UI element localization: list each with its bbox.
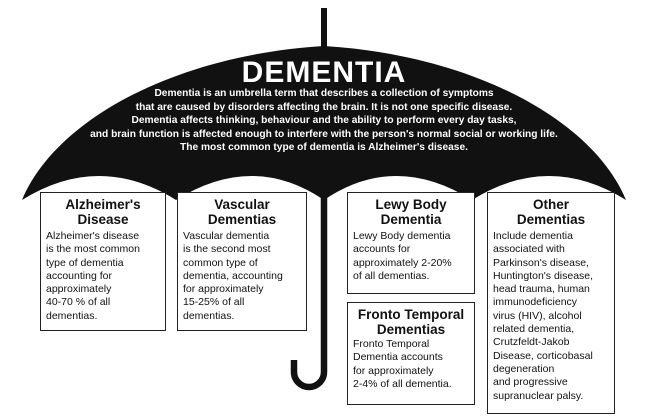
box-body-line: Alzheimer's disease bbox=[46, 230, 140, 242]
box-body-line: of all dementias. bbox=[353, 269, 430, 282]
box-body-line: Crutzfeldt-Jakob bbox=[493, 336, 570, 349]
box-title-line: Dementias bbox=[207, 212, 277, 227]
box-title-line: Alzheimer's bbox=[65, 197, 141, 212]
page-title: DEMENTIA bbox=[241, 56, 407, 89]
box-title-line: Disease bbox=[77, 212, 129, 227]
lewy-body-title bbox=[348, 197, 474, 227]
box-body-line: accounting for bbox=[46, 269, 112, 282]
box-body-line: Vascular dementia bbox=[183, 230, 270, 242]
box-body-line: accounts for bbox=[353, 243, 411, 256]
box-body-line: approximately bbox=[46, 283, 112, 296]
box-body-line: dementias. bbox=[183, 309, 235, 322]
box-body-line: for approximately bbox=[183, 283, 264, 296]
box-body-line: Huntington's disease, bbox=[493, 269, 594, 282]
other-dementias-box bbox=[487, 192, 615, 414]
box-title-line: Dementias bbox=[376, 322, 446, 337]
vascular-body bbox=[178, 230, 306, 323]
box-title-line: Lewy Body bbox=[375, 197, 447, 212]
fronto-temporal-body bbox=[348, 338, 474, 391]
umbrella-tip bbox=[321, 8, 327, 48]
intro-line: Dementia is an umbrella term that describes a collection of symptoms bbox=[154, 88, 494, 99]
alzheimers-title bbox=[41, 197, 165, 227]
box-body-line: Lewy Body dementia bbox=[353, 230, 451, 242]
intro-line: Dementia affects thinking, behaviour and the ability to perform every day tasks, bbox=[131, 115, 517, 127]
alzheimers-box bbox=[40, 192, 166, 331]
box-body-line: Fronto Temporal bbox=[353, 338, 430, 350]
lewy-body-body bbox=[348, 230, 474, 283]
other-dementias-body bbox=[488, 230, 614, 403]
box-body-line: dementias. bbox=[46, 309, 98, 322]
box-body-line: approximately 2-20% bbox=[353, 256, 452, 269]
box-body-line: for approximately bbox=[353, 364, 434, 377]
box-body-line: degeneration bbox=[493, 362, 555, 375]
box-body-line: head trauma, human bbox=[493, 283, 590, 296]
box-body-line: Parkinson's disease, bbox=[493, 256, 589, 269]
box-title-line: Fronto Temporal bbox=[357, 307, 465, 322]
box-body-line: Dementia accounts bbox=[353, 351, 443, 364]
box-title-line: Other bbox=[532, 197, 569, 212]
box-title-line: Dementias bbox=[516, 212, 586, 227]
box-body-line: supranuclear palsy. bbox=[493, 389, 584, 402]
fronto-temporal-title bbox=[348, 307, 474, 337]
intro-line: and brain function is affected enough to interfere with the person's normal social or working life. bbox=[90, 128, 558, 140]
box-title-line: Vascular bbox=[214, 197, 270, 212]
vascular-box bbox=[177, 192, 307, 331]
other-dementias-title bbox=[488, 197, 614, 227]
box-body-line: is the most common bbox=[46, 243, 140, 256]
box-body-line: virus (HIV), alcohol bbox=[493, 309, 582, 322]
box-body-line: type of dementia bbox=[46, 256, 124, 269]
intro-text bbox=[60, 87, 588, 155]
box-body-line: common type of bbox=[183, 256, 258, 269]
box-body-line: Include dementia bbox=[493, 230, 573, 242]
fronto-temporal-box bbox=[347, 302, 475, 405]
box-body-line: 2-4% of all dementia. bbox=[353, 377, 452, 390]
box-body-line: is the second most bbox=[183, 243, 271, 256]
intro-line: that are caused by disorders affecting the brain. It is not one specific disease. bbox=[135, 101, 513, 113]
lewy-body-box bbox=[347, 192, 475, 294]
box-body-line: 40-70 % of all bbox=[46, 296, 111, 309]
box-title-line: Dementia bbox=[380, 212, 442, 227]
box-body-line: 15-25% of all bbox=[183, 296, 245, 309]
vascular-title bbox=[178, 197, 306, 227]
box-body-line: dementia, accounting bbox=[183, 269, 283, 282]
box-body-line: and progressive bbox=[493, 376, 568, 389]
box-body-line: Disease, corticobasal bbox=[493, 349, 593, 362]
box-body-line: immunodeficiency bbox=[493, 296, 578, 309]
intro-line: The most common type of dementia is Alzheimer's disease. bbox=[180, 142, 468, 154]
box-body-line: related dementia, bbox=[493, 323, 575, 336]
alzheimers-body bbox=[41, 230, 165, 323]
box-body-line: associated with bbox=[493, 243, 565, 256]
